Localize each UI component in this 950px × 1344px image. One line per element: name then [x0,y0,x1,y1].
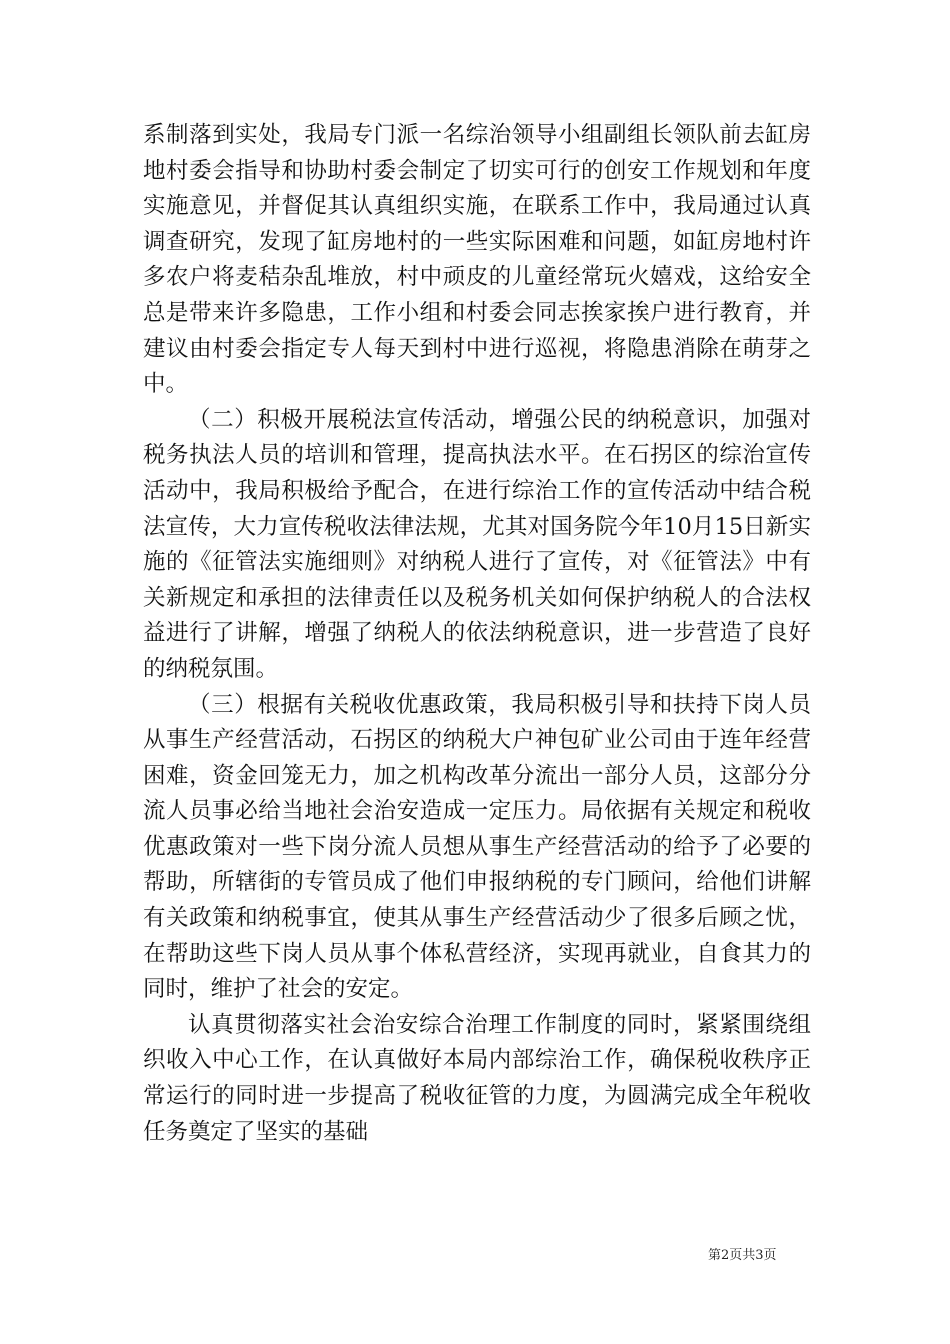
page-number: 第2页共3页 [708,1248,777,1263]
paragraph-tax-preferential-policy: （三）根据有关税收优惠政策，我局积极引导和扶持下岗人员从事生产经营活动，石拐区的纳税大户神包矿业公司由于连年经营困难，资金回笼无力，加之机构改革分流出一部分人员，这部分分流人员事必给当地社会治安造成一定压力。局依据有关规定和税收优惠政策对一些下岗分流人员想从事生产经营活动的给予了必要的帮助，所辖街的专管员成了他们申报纳税的专门顾问，给他们讲解有关政策和纳税事宜，使其从事生产经营活动少了很多后顾之忧，在帮助这些下岗人员从事个体私营经济，实现再就业，自食其力的同时，维护了社会的安定。 [143,691,811,1003]
document-body [143,118,811,1150]
paragraph-continuation: 系制落到实处，我局专门派一名综治领导小组副组长领队前去缸房地村委会指导和协助村委会制定了切实可行的创安工作规划和年度实施意见，并督促其认真组织实施，在联系工作中，我局通过认真调查研究，发现了缸房地村的一些实际困难和问题，如缸房地村许多农户将麦秸杂乱堆放，村中顽皮的儿童经常玩火嬉戏，这给安全总是带来许多隐患，工作小组和村委会同志挨家挨户进行教育，并建议由村委会指定专人每天到村中进行巡视，将隐患消除在萌芽之中。 [143,122,811,398]
paragraph-summary: 认真贯彻落实社会治安综合治理工作制度的同时，紧紧围绕组织收入中心工作，在认真做好本局内部综治工作，确保税收秩序正常运行的同时进一步提高了税收征管的力度，为圆满完成全年税收任务奠定了坚实的基础 [143,1011,811,1145]
paragraph-tax-law-publicity: （二）积极开展税法宣传活动，增强公民的纳税意识，加强对税务执法人员的培训和管理，提高执法水平。在石拐区的综治宣传活动中，我局积极给予配合，在进行综治工作的宣传活动中结合税法宣传，大力宣传税收法律法规，尤其对国务院今年10月15日新实施的《征管法实施细则》对纳税人进行了宣传，对《征管法》中有关新规定和承担的法律责任以及税务机关如何保护纳税人的合法权益进行了讲解，增强了纳税人的依法纳税意识，进一步营造了良好的纳税氛围。 [143,406,811,682]
